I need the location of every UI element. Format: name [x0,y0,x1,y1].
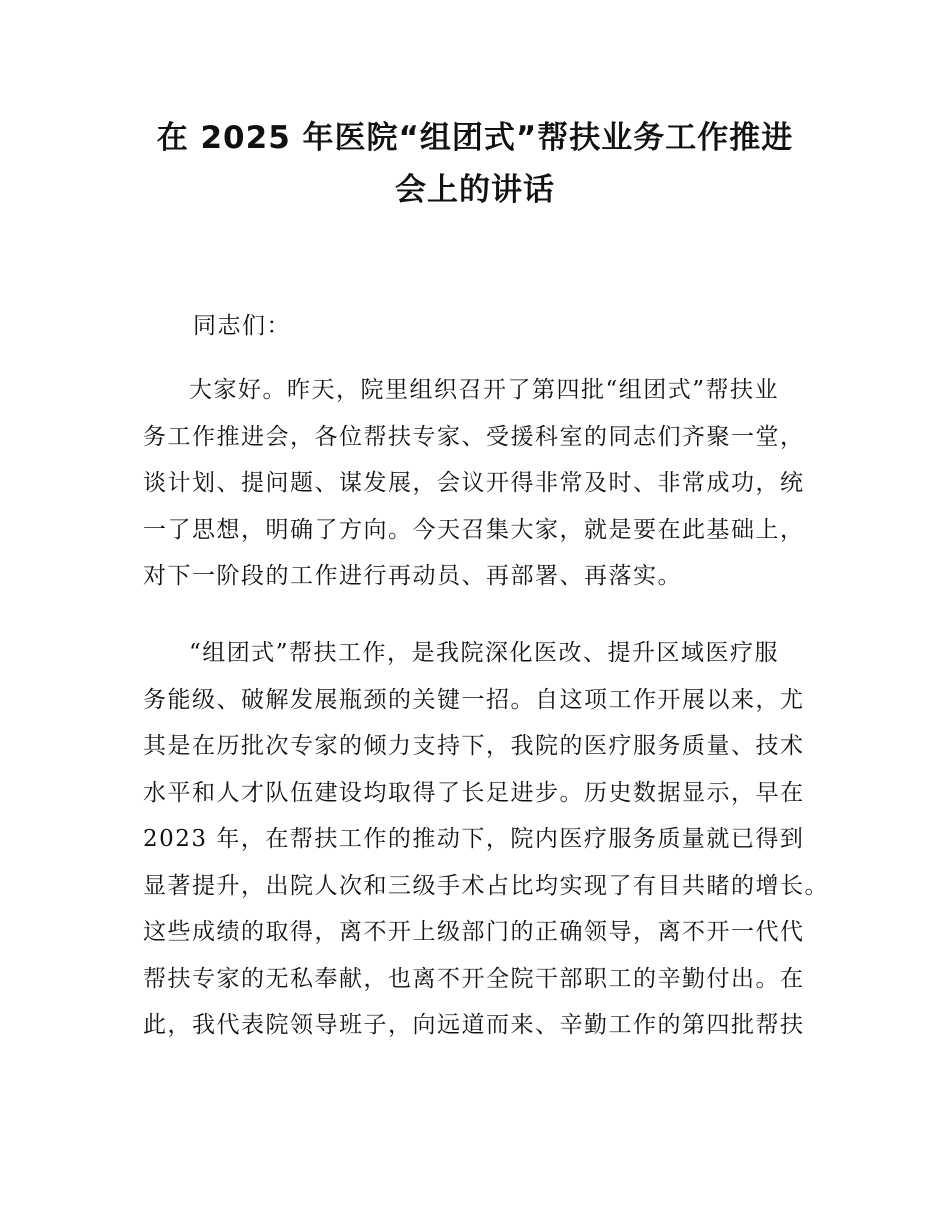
paragraph-line: 务工作推进会，各位帮扶专家、受援科室的同志们齐聚一堂， [143,423,805,450]
paragraph-line: 一了思想，明确了方向。今天召集大家，就是要在此基础上， [143,516,805,543]
paragraph-line: 显著提升，出院人次和三级手术占比均实现了有目共睹的增长。 [143,872,829,899]
greeting: 同志们： [193,313,291,339]
paragraph-line: 帮扶专家的无私奉献，也离不开全院干部职工的辛勤付出。在 [143,965,805,992]
paragraph-1 [143,367,823,600]
paragraph-line: 水平和人才队伍建设均取得了长足进步。历史数据显示，早在 [143,779,805,806]
title-line: 在 2025 年医院“组团式”帮扶业务工作推进 [156,120,794,156]
paragraph-line: 此，我代表院领导班子，向远道而来、辛勤工作的第四批帮扶 [143,1012,805,1038]
paragraph-line: 对下一阶段的工作进行再动员、再部署、再落实。 [143,563,682,589]
paragraph-line: 大家好。昨天，院里组织召开了第四批“组团式”帮扶业 [189,377,780,403]
document-title [120,112,830,216]
paragraph-2 [143,630,829,1049]
paragraph-line: 务能级、破解发展瓶颈的关键一招。自这项工作开展以来，尤 [143,686,805,713]
paragraph-line: 其是在历批次专家的倾力支持下，我院的医疗服务质量、技术 [143,733,805,759]
paragraph-line: 谈计划、提问题、谋发展，会议开得非常及时、非常成功，统 [143,470,805,496]
title-line: 会上的讲话 [395,172,555,208]
paragraph-line: “组团式”帮扶工作，是我院深化医改、提升区域医疗服 [189,640,780,666]
paragraph-line: 这些成绩的取得，离不开上级部门的正确领导，离不开一代代 [143,919,805,945]
paragraph-line: 2023 年，在帮扶工作的推动下，院内医疗服务质量就已得到 [143,826,805,852]
